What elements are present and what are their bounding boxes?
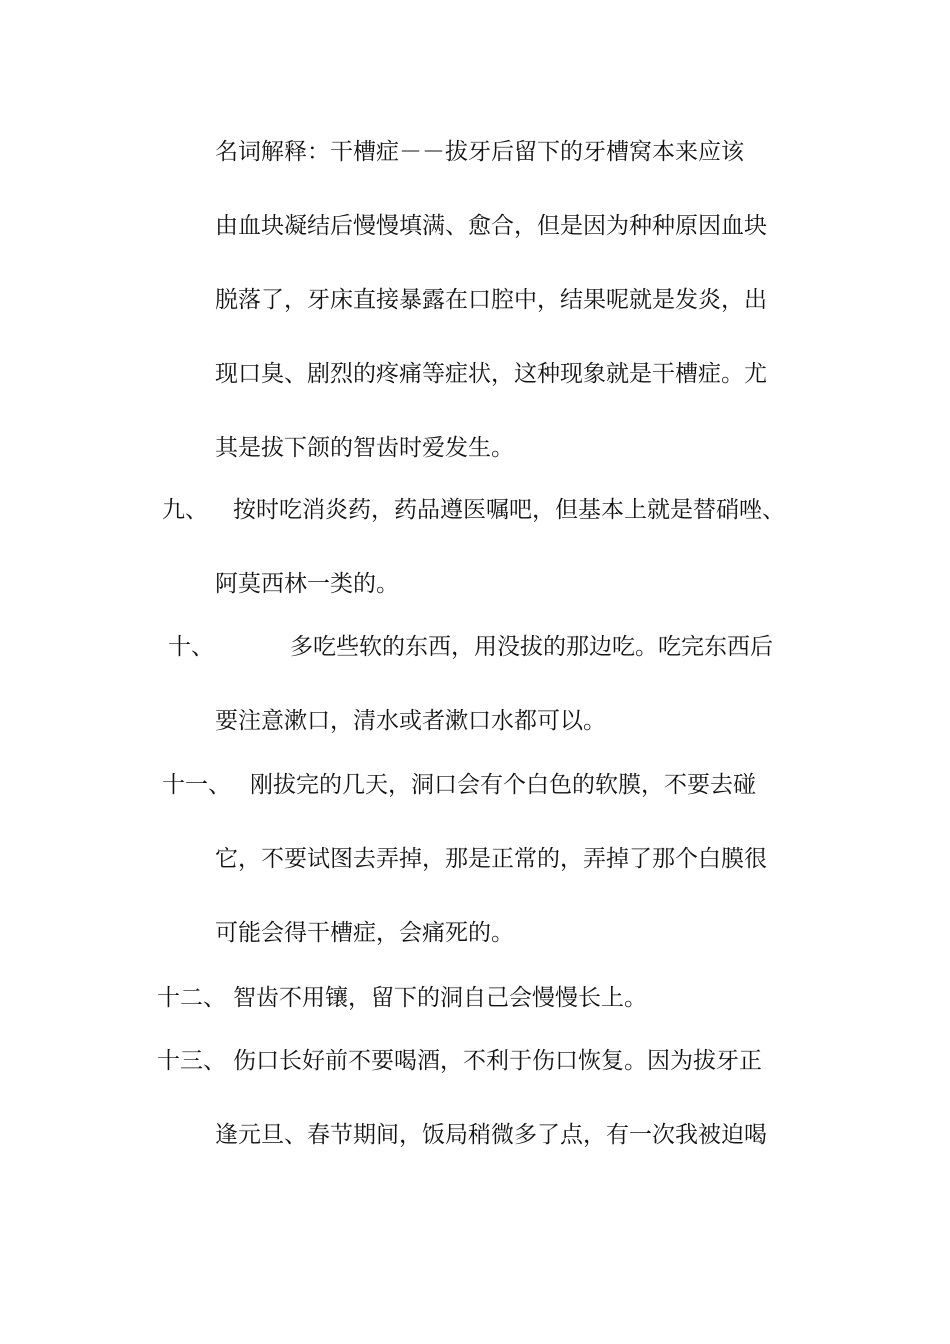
definition-line-4: 现口臭、剧烈的疼痛等症状，这种现象就是干槽症。尤 bbox=[215, 361, 767, 387]
item-line: 伤口长好前不要喝酒，不利于伤口恢复。因为拔牙正 bbox=[233, 1048, 762, 1074]
item-line: 逢元旦、春节期间，饭局稍微多了点，有一次我被迫喝 bbox=[215, 1122, 767, 1148]
item-line: 多吃些软的东西，用没拔的那边吃。吃完东西后 bbox=[290, 634, 773, 660]
item-number: 十三、 bbox=[157, 1048, 226, 1074]
item-line: 可能会得干槽症，会痛死的。 bbox=[215, 920, 514, 946]
item-line: 刚拔完的几天，洞口会有个白色的软膜，不要去碰 bbox=[250, 772, 756, 798]
item-line: 它，不要试图去弄掉，那是正常的，弄掉了那个白膜很 bbox=[215, 846, 767, 872]
item-line: 要注意漱口，清水或者漱口水都可以。 bbox=[215, 708, 606, 734]
item-number: 十二、 bbox=[157, 985, 226, 1011]
item-number: 十一、 bbox=[162, 772, 231, 798]
definition-line-1: 名词解释：干槽症－－拔牙后留下的牙槽窝本来应该 bbox=[215, 139, 744, 165]
item-line: 阿莫西林一类的。 bbox=[215, 571, 399, 597]
item-line: 按时吃消炎药，药品遵医嘱吧，但基本上就是替硝唑、 bbox=[233, 497, 785, 523]
item-number: 九、 bbox=[162, 497, 208, 523]
definition-line-3: 脱落了，牙床直接暴露在口腔中，结果呢就是发炎，出 bbox=[215, 287, 767, 313]
item-line: 智齿不用镶，留下的洞自己会慢慢长上。 bbox=[233, 985, 647, 1011]
definition-line-2: 由血块凝结后慢慢填满、愈合，但是因为种种原因血块 bbox=[215, 213, 767, 239]
definition-line-5: 其是拔下颌的智齿时爱发生。 bbox=[215, 435, 514, 461]
item-number: 十、 bbox=[168, 634, 214, 660]
